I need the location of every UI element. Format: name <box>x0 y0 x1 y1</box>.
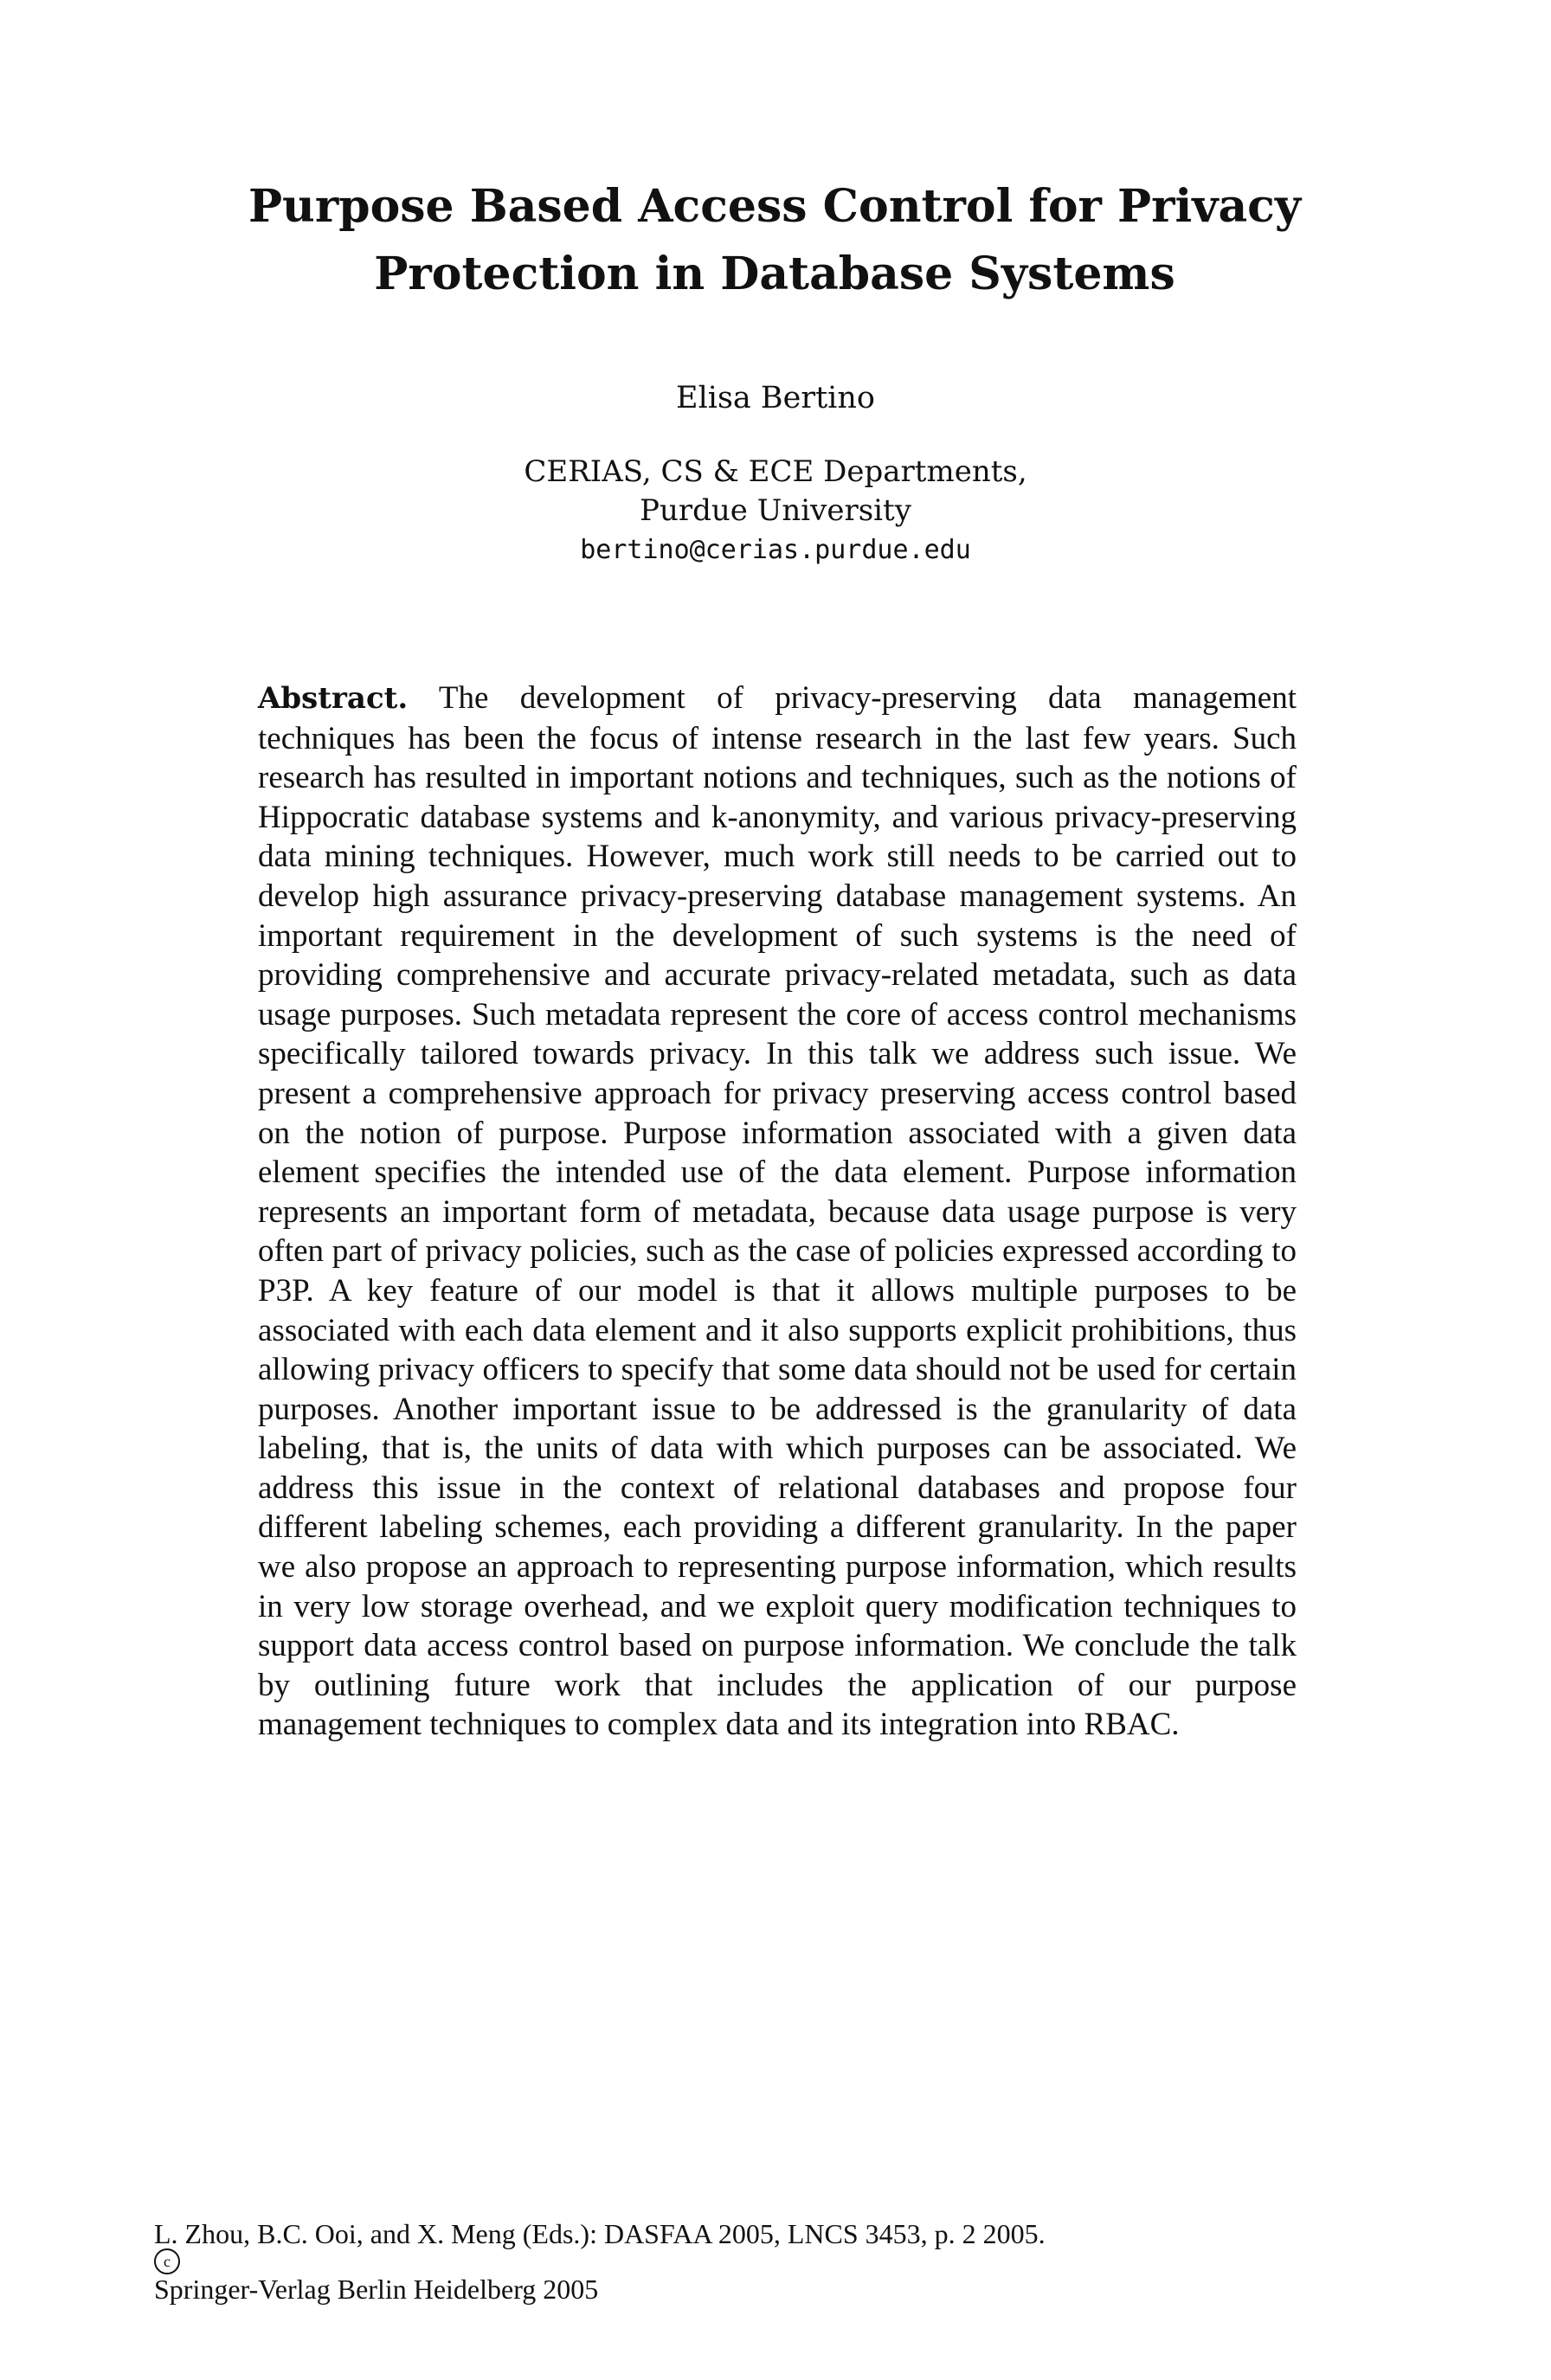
author-name: Elisa Bertino <box>676 381 875 415</box>
abstract <box>258 679 1297 1745</box>
citation-line: L. Zhou, B.C. Ooi, and X. Meng (Eds.): DASFAA 2005, LNCS 3453, p. 2 2005. <box>154 2218 1046 2249</box>
copyright-holder: Springer-Verlag Berlin Heidelberg 2005 <box>154 2274 599 2305</box>
copyright-icon: c <box>154 2248 180 2274</box>
paper-title <box>173 173 1376 308</box>
affiliation-university: Purdue University <box>640 493 911 528</box>
author-email: bertino@cerias.purdue.edu <box>580 535 971 565</box>
author-affiliation <box>0 453 1551 569</box>
copyright-line <box>154 2248 1366 2304</box>
title-line-2: Protection in Database Systems <box>374 248 1175 300</box>
abstract-label: Abstract. <box>258 681 409 716</box>
abstract-text: The development of privacy-preserving data management techniques has been the focus of intense research in the last few years. Such research has resulted in important notions and techniques, such as the notions of Hippocratic database systems and k-anonymity, and various privacy-preserving data mining techniques. However, much work still needs to be carried out to develop high assurance privacy-preserving database management systems. An important requirement in the development of such systems is the need of providing comprehensive and accurate privacy-related metadata, such as data usage purposes. Such metadata represent the core of access control mechanisms specifically tailored towards privacy. In this talk we address such issue. We present a comprehensive approach for privacy preserving access control based on the notion of purpose. Purpose information associated with a given data element specifies the intended use of the data element. Purpose information represents an important form of metadata, because data usage purpose is very often part of privacy policies, such as the case of policies expressed according to P3P. A key feature of our model is that it allows multiple purposes to be associated with each data element and it also supports explicit prohibitions, thus allowing privacy officers to specify that some data should not be used for certain purposes. Another important issue to be addressed is the granularity of data labeling, that is, the units of data with which purposes can be associated. We address this issue in the context of relational databases and propose four different labeling schemes, each providing a different granularity. In the paper we also propose an approach to representing purpose information, which results in very low storage overhead, and we exploit query modification techniques to support data access control based on purpose information. We conclude the talk by outlining future work that includes the application of our purpose management techniques to complex data and its integration into RBAC. <box>258 680 1297 1743</box>
title-line-1: Purpose Based Access Control for Privacy <box>248 180 1302 233</box>
citation-footer <box>154 2219 1366 2304</box>
affiliation-department: CERIAS, CS & ECE Departments, <box>524 454 1027 489</box>
